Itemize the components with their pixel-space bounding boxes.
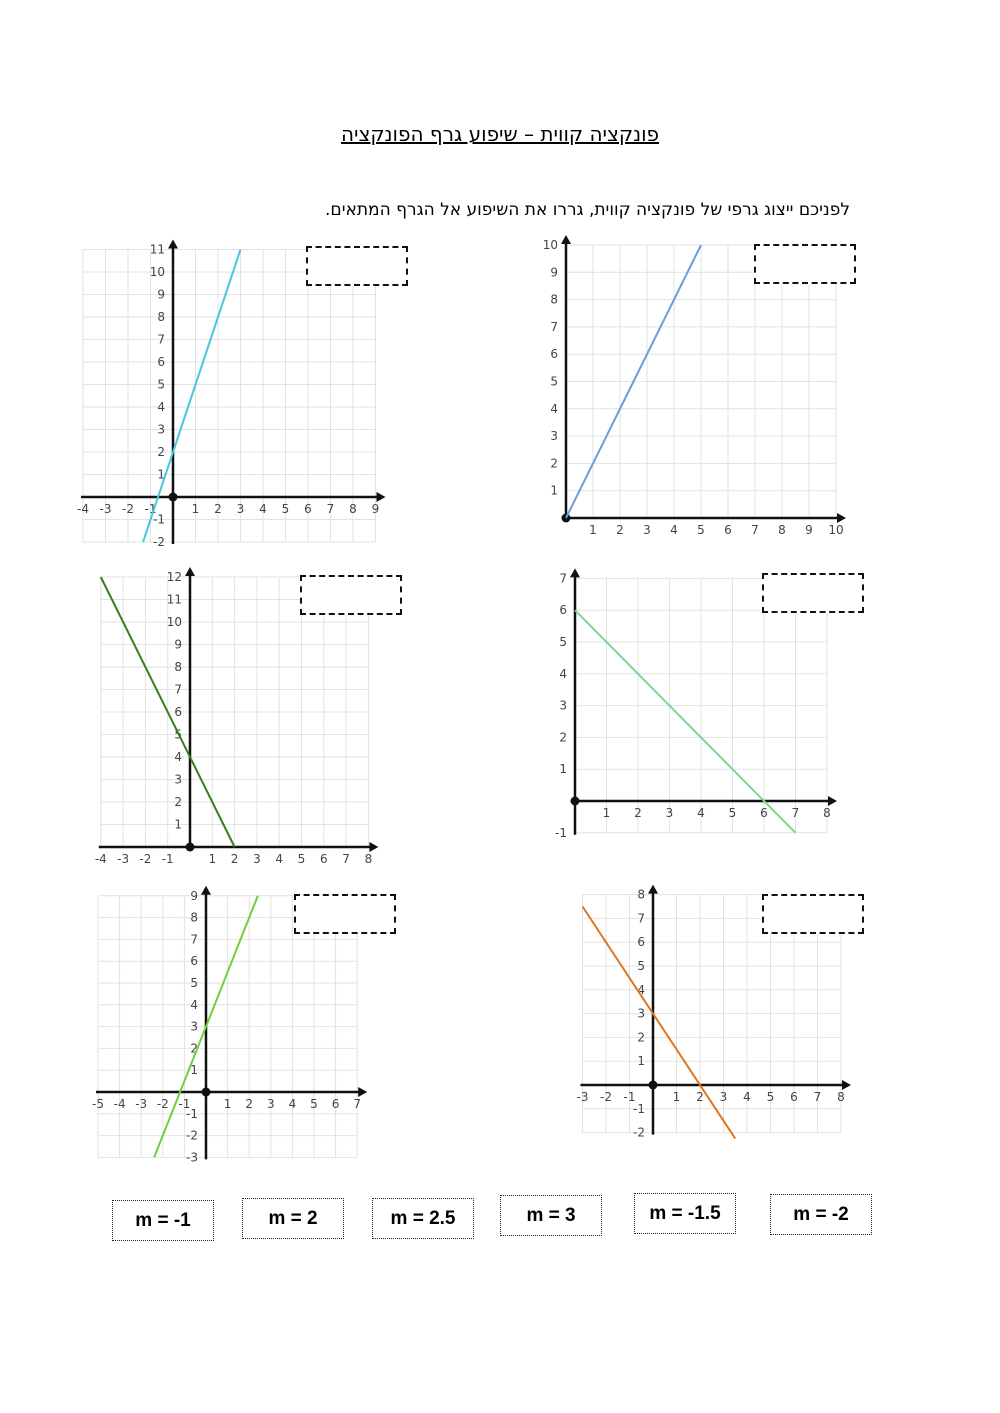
y-tick-label: 3 [550,429,558,444]
x-tick-label: -3 [135,1097,148,1111]
x-tick-label: 5 [697,523,705,537]
answer-chip-m-2-5[interactable]: m = 2.5 [372,1198,474,1239]
y-tick-label: -1 [153,512,165,527]
x-tick-label: -2 [122,502,134,516]
y-tick-label: 3 [157,422,165,437]
y-tick-label: 10 [542,238,558,252]
x-tick-label: 5 [297,852,306,866]
x-tick-label: -1 [178,1097,191,1111]
y-tick-label: 4 [550,401,558,416]
x-tick-label: 8 [823,806,831,820]
y-axis-arrow [570,568,580,577]
x-tick-label: 4 [743,1090,751,1104]
y-tick-label: 9 [174,637,182,652]
y-tick-label: 1 [637,1054,645,1069]
x-tick-label: 2 [230,852,239,866]
drop-target-chart-2[interactable] [306,246,408,286]
x-tick-label: 7 [751,523,759,537]
chart-slope-2 [542,238,848,537]
x-tick-label: 2 [616,523,624,537]
x-tick-label: -3 [99,502,112,516]
x-axis-arrow [842,1080,851,1090]
drop-target-chart-6[interactable] [294,894,396,934]
x-tick-label: 5 [281,502,290,516]
x-tick-label: 4 [259,502,267,516]
y-tick-label: -2 [153,535,165,549]
x-tick-label: 6 [331,1097,340,1111]
x-axis-arrow [377,492,386,502]
y-tick-label: 4 [559,666,567,681]
answer-chip-m-3[interactable]: m = 3 [500,1195,602,1236]
y-tick-label: 4 [157,400,165,414]
x-tick-label: 5 [728,806,737,820]
x-axis-arrow [837,513,846,523]
origin-point [169,493,178,502]
y-tick-label: 6 [559,603,567,618]
y-tick-label: 1 [559,762,567,777]
x-tick-label: 8 [349,502,357,516]
y-tick-label: 4 [637,982,645,997]
instruction-text: לפניכם ייצוג גרפי של פונקציה קווית, גררו את השיפוע אל הגרף המתאים. [325,200,850,220]
x-tick-label: 2 [634,806,642,820]
x-tick-label: 1 [191,502,200,516]
y-axis-arrow [561,235,571,244]
y-axis-arrow [201,886,211,895]
y-tick-label: 5 [190,976,198,990]
origin-point [649,1081,658,1090]
x-tick-label: 6 [724,523,732,537]
x-tick-label: 9 [371,502,380,516]
x-tick-label: -3 [576,1090,589,1104]
x-tick-label: 3 [719,1090,728,1104]
x-tick-label: 7 [353,1097,362,1111]
y-tick-label: 6 [637,935,645,950]
drop-target-chart-1[interactable] [754,244,856,284]
x-tick-label: -4 [113,1097,126,1111]
y-tick-label: 2 [157,445,165,459]
y-tick-label: 7 [550,319,558,334]
y-tick-label: 2 [550,456,558,471]
page-title: פונקציה קווית – שיפוע גרף הפונקציה [340,122,660,146]
y-tick-label: 9 [157,287,165,302]
origin-point [186,843,195,852]
x-tick-label: 3 [236,502,245,516]
y-tick-label: 4 [190,997,198,1012]
origin-point [571,797,580,806]
y-tick-label: -1 [633,1101,645,1116]
drop-target-chart-4[interactable] [300,575,402,615]
x-tick-label: -1 [161,852,174,866]
x-tick-label: 5 [310,1097,318,1111]
x-tick-label: 5 [766,1090,775,1104]
y-tick-label: 5 [550,374,558,389]
y-tick-label: 5 [637,959,645,973]
y-tick-label: 3 [174,772,182,787]
x-axis-arrow [828,796,837,806]
x-tick-label: 7 [791,806,800,820]
answer-chip-m-minus-2[interactable]: m = -2 [770,1194,872,1235]
y-tick-label: -2 [633,1125,645,1140]
y-tick-label: 7 [637,911,645,926]
x-tick-label: 3 [253,852,261,866]
y-tick-label: 6 [174,705,182,719]
y-tick-label: 8 [637,887,645,902]
y-tick-label: 7 [559,571,567,586]
x-tick-label: 4 [697,806,705,820]
x-tick-label: 6 [319,852,328,866]
y-tick-label: 10 [149,265,165,279]
y-tick-label: 2 [174,795,182,809]
y-tick-label: 2 [559,730,567,745]
x-axis-arrow [358,1087,367,1097]
x-tick-label: 7 [813,1090,822,1104]
x-tick-label: -4 [94,852,107,866]
x-tick-label: -2 [139,852,152,866]
x-tick-label: -1 [623,1090,636,1104]
x-tick-label: 9 [805,523,813,537]
x-tick-label: 7 [326,502,335,516]
x-tick-label: -2 [600,1090,612,1104]
x-tick-label: 10 [828,523,844,537]
y-axis-arrow [168,240,178,249]
y-tick-label: -2 [186,1128,198,1143]
y-tick-label: 2 [637,1030,645,1045]
x-tick-label: 1 [602,806,611,820]
y-tick-label: 7 [157,332,165,347]
x-tick-label: 2 [696,1090,704,1104]
answer-chip-m-2[interactable]: m = 2 [242,1198,344,1239]
x-tick-label: -2 [156,1097,169,1111]
x-tick-label: -1 [144,502,157,516]
x-tick-label: 4 [670,523,678,537]
y-tick-label: 4 [174,750,182,764]
y-tick-label: 8 [157,310,165,324]
y-tick-label: 2 [190,1041,198,1056]
y-tick-label: 1 [550,483,558,498]
y-tick-label: 7 [190,932,198,947]
x-tick-label: 4 [288,1097,297,1111]
x-tick-label: -3 [117,852,130,866]
y-axis-arrow [648,885,658,894]
y-tick-label: 3 [637,1006,645,1021]
drop-target-chart-5[interactable] [762,894,864,934]
x-tick-label: 4 [275,852,284,866]
x-tick-label: 3 [665,806,674,820]
y-tick-label: 5 [559,635,567,649]
y-tick-label: 5 [174,727,182,742]
y-tick-label: 8 [190,910,198,925]
y-tick-label: 8 [550,292,558,307]
y-tick-label: 1 [157,467,165,482]
y-tick-label: 10 [166,615,182,629]
y-tick-label: 6 [157,355,165,369]
y-tick-label: 11 [149,242,165,257]
y-axis-arrow [185,567,195,576]
y-tick-label: -1 [555,825,567,840]
x-tick-label: 6 [760,806,768,820]
x-tick-label: 1 [223,1097,232,1111]
y-tick-label: 8 [174,660,182,674]
y-tick-label: -3 [186,1150,198,1165]
x-tick-label: 7 [342,852,350,866]
x-tick-label: 3 [266,1097,275,1111]
drop-target-chart-3[interactable] [762,573,864,613]
x-tick-label: 3 [643,523,651,537]
y-tick-label: 9 [550,265,558,280]
y-tick-label: 11 [166,592,182,607]
x-tick-label: 2 [245,1097,254,1111]
y-tick-label: 3 [190,1019,198,1034]
y-tick-label: 9 [190,888,198,903]
y-tick-label: 6 [190,954,198,969]
y-tick-label: 1 [174,817,182,832]
x-tick-label: 8 [837,1090,845,1104]
x-axis-arrow [369,842,378,852]
x-tick-label: 8 [364,852,373,866]
y-tick-label: -1 [186,1106,198,1121]
x-tick-label: 6 [304,502,312,516]
x-tick-label: 1 [208,852,217,866]
x-tick-label: -5 [92,1097,104,1111]
x-tick-label: 6 [790,1090,798,1104]
y-tick-label: 1 [190,1063,198,1078]
x-tick-label: -4 [77,502,89,516]
y-tick-label: 7 [174,682,182,697]
x-tick-label: 1 [589,523,597,537]
y-tick-label: 5 [157,377,165,392]
y-tick-label: 12 [166,570,182,584]
y-tick-label: 6 [550,347,558,362]
x-tick-label: 8 [778,523,786,537]
x-tick-label: 2 [214,502,222,516]
x-tick-label: 1 [672,1090,681,1104]
answer-chip-m-minus-1-5[interactable]: m = -1.5 [634,1193,736,1234]
function-line [575,610,796,833]
y-tick-label: 3 [559,698,567,713]
origin-point [202,1088,211,1097]
answer-chip-m-minus-1[interactable]: m = -1 [112,1200,214,1241]
